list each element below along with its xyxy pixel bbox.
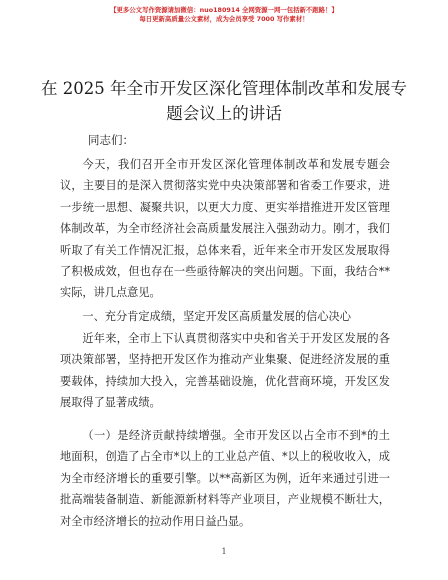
section-1-heading-block: [60, 306, 390, 327]
section-1-text: 近年来，全市上下认真贯彻落实中央和省关于开发区发展的各项决策部署，坚持把开发区作为推动产业集聚、促进经济发展的重要载体，持续加大投入，完善基础设施，优化营商环境，开发区发展取得了显著成绩。: [60, 332, 390, 410]
promo-banner: [0, 6, 448, 24]
greeting: 同志们：: [88, 133, 134, 147]
subsection-1-paragraph: [60, 425, 390, 532]
promo-banner-line-1: 【更多公文写作资源请加微信：nuo180914 全网资源一网一包括新不跑路！】: [110, 6, 338, 14]
subsection-1-text: （一）是经济贡献持续增强。全市开发区以占全市不到*的土地面积，创造了占全市*以上的工业总产值、*以上的税收收入，成为全市经济增长的重要引擎。以**高新区为例，近年来通过引进一批高端装备制造、新能源新材料等产业项目，产业规模不断壮大，对全市经济增长的拉动作用日益凸显。: [60, 429, 390, 528]
section-1-paragraph: [60, 328, 390, 414]
section-1-heading: 一、充分肯定成绩，坚定开发区高质量发展的信心决心: [82, 310, 351, 323]
intro-paragraph: [60, 154, 390, 304]
page-number: 1: [221, 547, 227, 556]
intro-text: 今天，我们召开全市开发区深化管理体制改革和发展专题会议，主要目的是深入贯彻落实党中央决策部署和省委工作要求，进一步统一思想、凝聚共识，以更大力度、更实举措推进开发区管理体制改革，为全市经济社会高质量发展注入强劲动力。刚才，我们听取了有关工作情况汇报，总体来看，近年来全市开发区发展取得了积极成效，但也存在一些亟待解决的突出问题。下面，我结合**实际，讲几点意见。: [60, 158, 390, 300]
document-title: 在 2025 年全市开发区深化管理体制改革和发展专题会议上的讲话: [41, 79, 407, 123]
promo-banner-line-2: 每日更新高质量公文素材，成为会员享受 7000 写作素材！: [139, 15, 309, 23]
